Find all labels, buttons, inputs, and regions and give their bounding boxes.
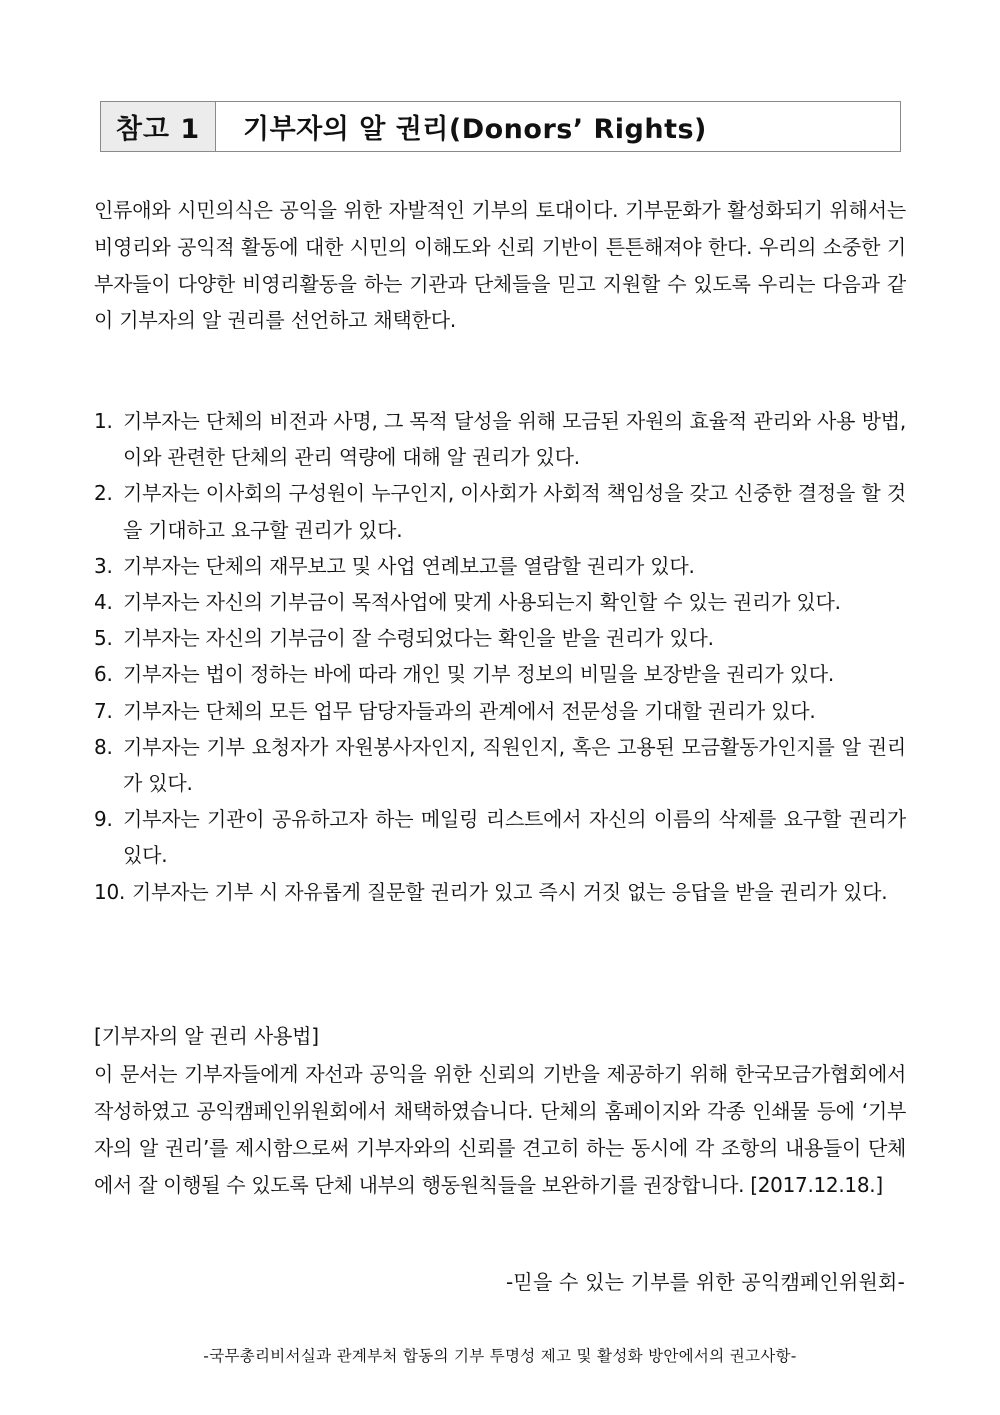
item-text: 기부자는 자신의 기부금이 잘 수령되었다는 확인을 받을 권리가 있다. [123, 626, 714, 651]
footnote: -국무총리비서실과 관계부처 합동의 기부 투명성 제고 및 활성화 방안에서의 권고사항- [203, 1347, 797, 1365]
item-text: 기부자는 이사회의 구성원이 누구인지, 이사회가 사회적 책임성을 갖고 신중한 결정을 할 것을 기대하고 요구할 권리가 있다. [123, 481, 906, 542]
item-number: 2. [94, 481, 113, 506]
item-number: 3. [94, 553, 113, 578]
list-item [94, 620, 906, 656]
title-label: 참고 1 [101, 102, 216, 151]
item-text: 기부자는 자신의 기부금이 목적사업에 맞게 사용되는지 확인할 수 있는 권리가 있다. [123, 590, 841, 615]
list-item [94, 656, 906, 692]
list-item [94, 729, 906, 801]
list-item [94, 801, 906, 873]
title-box [100, 101, 901, 152]
item-text: 기부자는 단체의 재무보고 및 사업 연례보고를 열람할 권리가 있다. [123, 553, 695, 578]
usage-heading: [기부자의 알 권리 사용법] [94, 1024, 319, 1048]
item-number: 9. [94, 807, 113, 832]
item-text: 기부자는 기부 시 자유롭게 질문할 권리가 있고 즉시 거짓 없는 응답을 받을 권리가 있다. [132, 879, 888, 904]
intro-paragraph: 인류애와 시민의식은 공익을 위한 자발적인 기부의 토대이다. 기부문화가 활성화되기 위해서는 비영리와 공익적 활동에 대한 시민의 이해도와 신뢰 기반이 튼튼해져야 한다. 우리의 소중한 기부자들이 다양한 비영리활동을 하는 기관과 단체들을 믿고 지원할 수 있도록 우리는 다음과 같이 기부자의 알 권리를 선언하고 채택한다. [94, 198, 906, 333]
list-item [94, 403, 906, 475]
list-item [94, 475, 906, 547]
item-number: 6. [94, 662, 113, 687]
list-item [94, 693, 906, 729]
item-number: 4. [94, 590, 113, 615]
item-number: 5. [94, 626, 113, 651]
usage-paragraph: 이 문서는 기부자들에게 자선과 공익을 위한 신뢰의 기반을 제공하기 위해 한국모금가협회에서 작성하였고 공익캠페인위원회에서 채택하였습니다. 단체의 홈페이지와 각종 인쇄물 등에 ‘기부자의 알 권리’를 제시함으로써 기부자와의 신뢰를 견고히 하는 동시에 각 조항의 내용들이 단체에서 잘 이행될 수 있도록 단체 내부의 행동원칙들을 보완하기를 권장합니다. [2017.12.18.] [94, 1062, 906, 1197]
list-item [94, 874, 906, 910]
item-text: 기부자는 법이 정하는 바에 따라 개인 및 기부 정보의 비밀을 보장받을 권리가 있다. [123, 662, 835, 687]
page-title: 기부자의 알 권리(Donors’ Rights) [243, 114, 707, 145]
item-text: 기부자는 기관이 공유하고자 하는 메일링 리스트에서 자신의 이름의 삭제를 요구할 권리가 있다. [123, 807, 906, 868]
item-number: 8. [94, 734, 113, 759]
item-text: 기부자는 단체의 비전과 사명, 그 목적 달성을 위해 모금된 자원의 효율적 관리와 사용 방법, 이와 관련한 단체의 관리 역량에 대해 알 권리가 있다. [123, 409, 906, 470]
list-item [94, 584, 906, 620]
item-number: 10. [94, 879, 126, 904]
item-number: 1. [94, 409, 113, 433]
signature: -믿을 수 있는 기부를 위한 공익캠페인위원회- [506, 1270, 905, 1294]
list-item [94, 548, 906, 584]
rights-list [94, 403, 906, 910]
item-text: 기부자는 단체의 모든 업무 담당자들과의 관계에서 전문성을 기대할 권리가 있다. [123, 698, 816, 723]
item-number: 7. [94, 698, 113, 723]
item-text: 기부자는 기부 요청자가 자원봉사자인지, 직원인지, 혹은 고용된 모금활동가인지를 알 권리가 있다. [123, 734, 906, 796]
